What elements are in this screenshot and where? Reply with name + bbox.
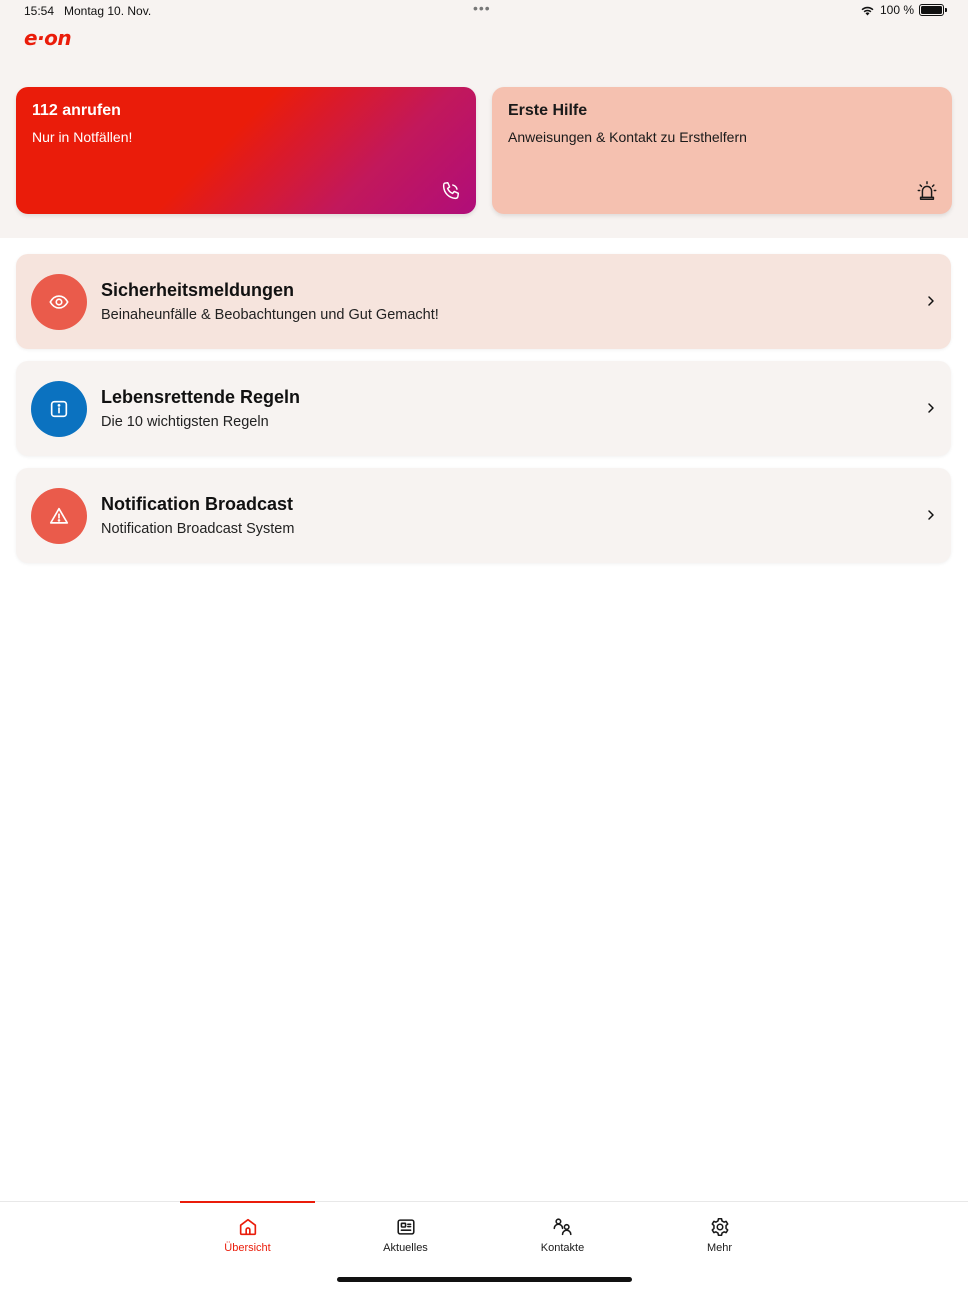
first-aid-tile[interactable] (492, 87, 952, 214)
card-title: Sicherheitsmeldungen (101, 280, 295, 300)
gear-icon (709, 1216, 731, 1238)
tab-overview[interactable] (180, 1202, 315, 1262)
chevron-right-icon (925, 294, 937, 308)
tab-more[interactable] (652, 1202, 787, 1262)
tile-title: 112 anrufen (32, 102, 121, 119)
multitask-dots[interactable]: ••• (473, 0, 491, 16)
life-saving-rules-card[interactable] (16, 361, 951, 456)
tile-subtitle: Anweisungen & Kontakt zu Ersthelfern (508, 129, 747, 145)
tab-news[interactable] (338, 1202, 473, 1262)
phone-icon (440, 180, 462, 202)
tab-label: Aktuelles (383, 1242, 428, 1254)
battery-icon (919, 4, 944, 16)
battery-percent: 100 % (879, 3, 914, 17)
eye-icon (48, 291, 70, 313)
status-date: Montag 10. Nov. (64, 4, 152, 18)
status-indicators (860, 3, 944, 17)
card-subtitle: Die 10 wichtigsten Regeln (101, 414, 269, 430)
tile-subtitle: Nur in Notfällen! (32, 129, 133, 145)
eon-logo: e·on (24, 26, 72, 50)
safety-reports-card[interactable] (16, 254, 951, 349)
call-112-tile[interactable] (16, 87, 476, 214)
card-subtitle: Notification Broadcast System (101, 521, 295, 537)
card-badge (31, 381, 87, 437)
status-time: 15:54 (24, 4, 55, 18)
tab-label: Kontakte (540, 1242, 585, 1254)
chevron-right-icon (925, 401, 937, 415)
home-icon (237, 1216, 259, 1238)
notification-broadcast-card[interactable] (16, 468, 951, 563)
home-indicator[interactable] (337, 1277, 632, 1282)
warning-icon (48, 505, 70, 527)
tab-label: Mehr (706, 1242, 733, 1254)
siren-icon (916, 180, 938, 202)
status-bar (0, 0, 968, 24)
tab-label: Übersicht (224, 1242, 271, 1254)
info-icon (48, 398, 70, 420)
contacts-icon (552, 1216, 574, 1238)
wifi-icon (860, 5, 875, 16)
news-icon (395, 1216, 417, 1238)
tile-title: Erste Hilfe (508, 102, 588, 119)
card-badge (31, 488, 87, 544)
card-title: Lebensrettende Regeln (101, 387, 301, 407)
chevron-right-icon (925, 508, 937, 522)
card-title: Notification Broadcast (101, 494, 294, 514)
card-subtitle: Beinaheunfälle & Beobachtungen und Gut Gemacht! (101, 307, 439, 323)
tab-contacts[interactable] (495, 1202, 630, 1262)
card-badge (31, 274, 87, 330)
